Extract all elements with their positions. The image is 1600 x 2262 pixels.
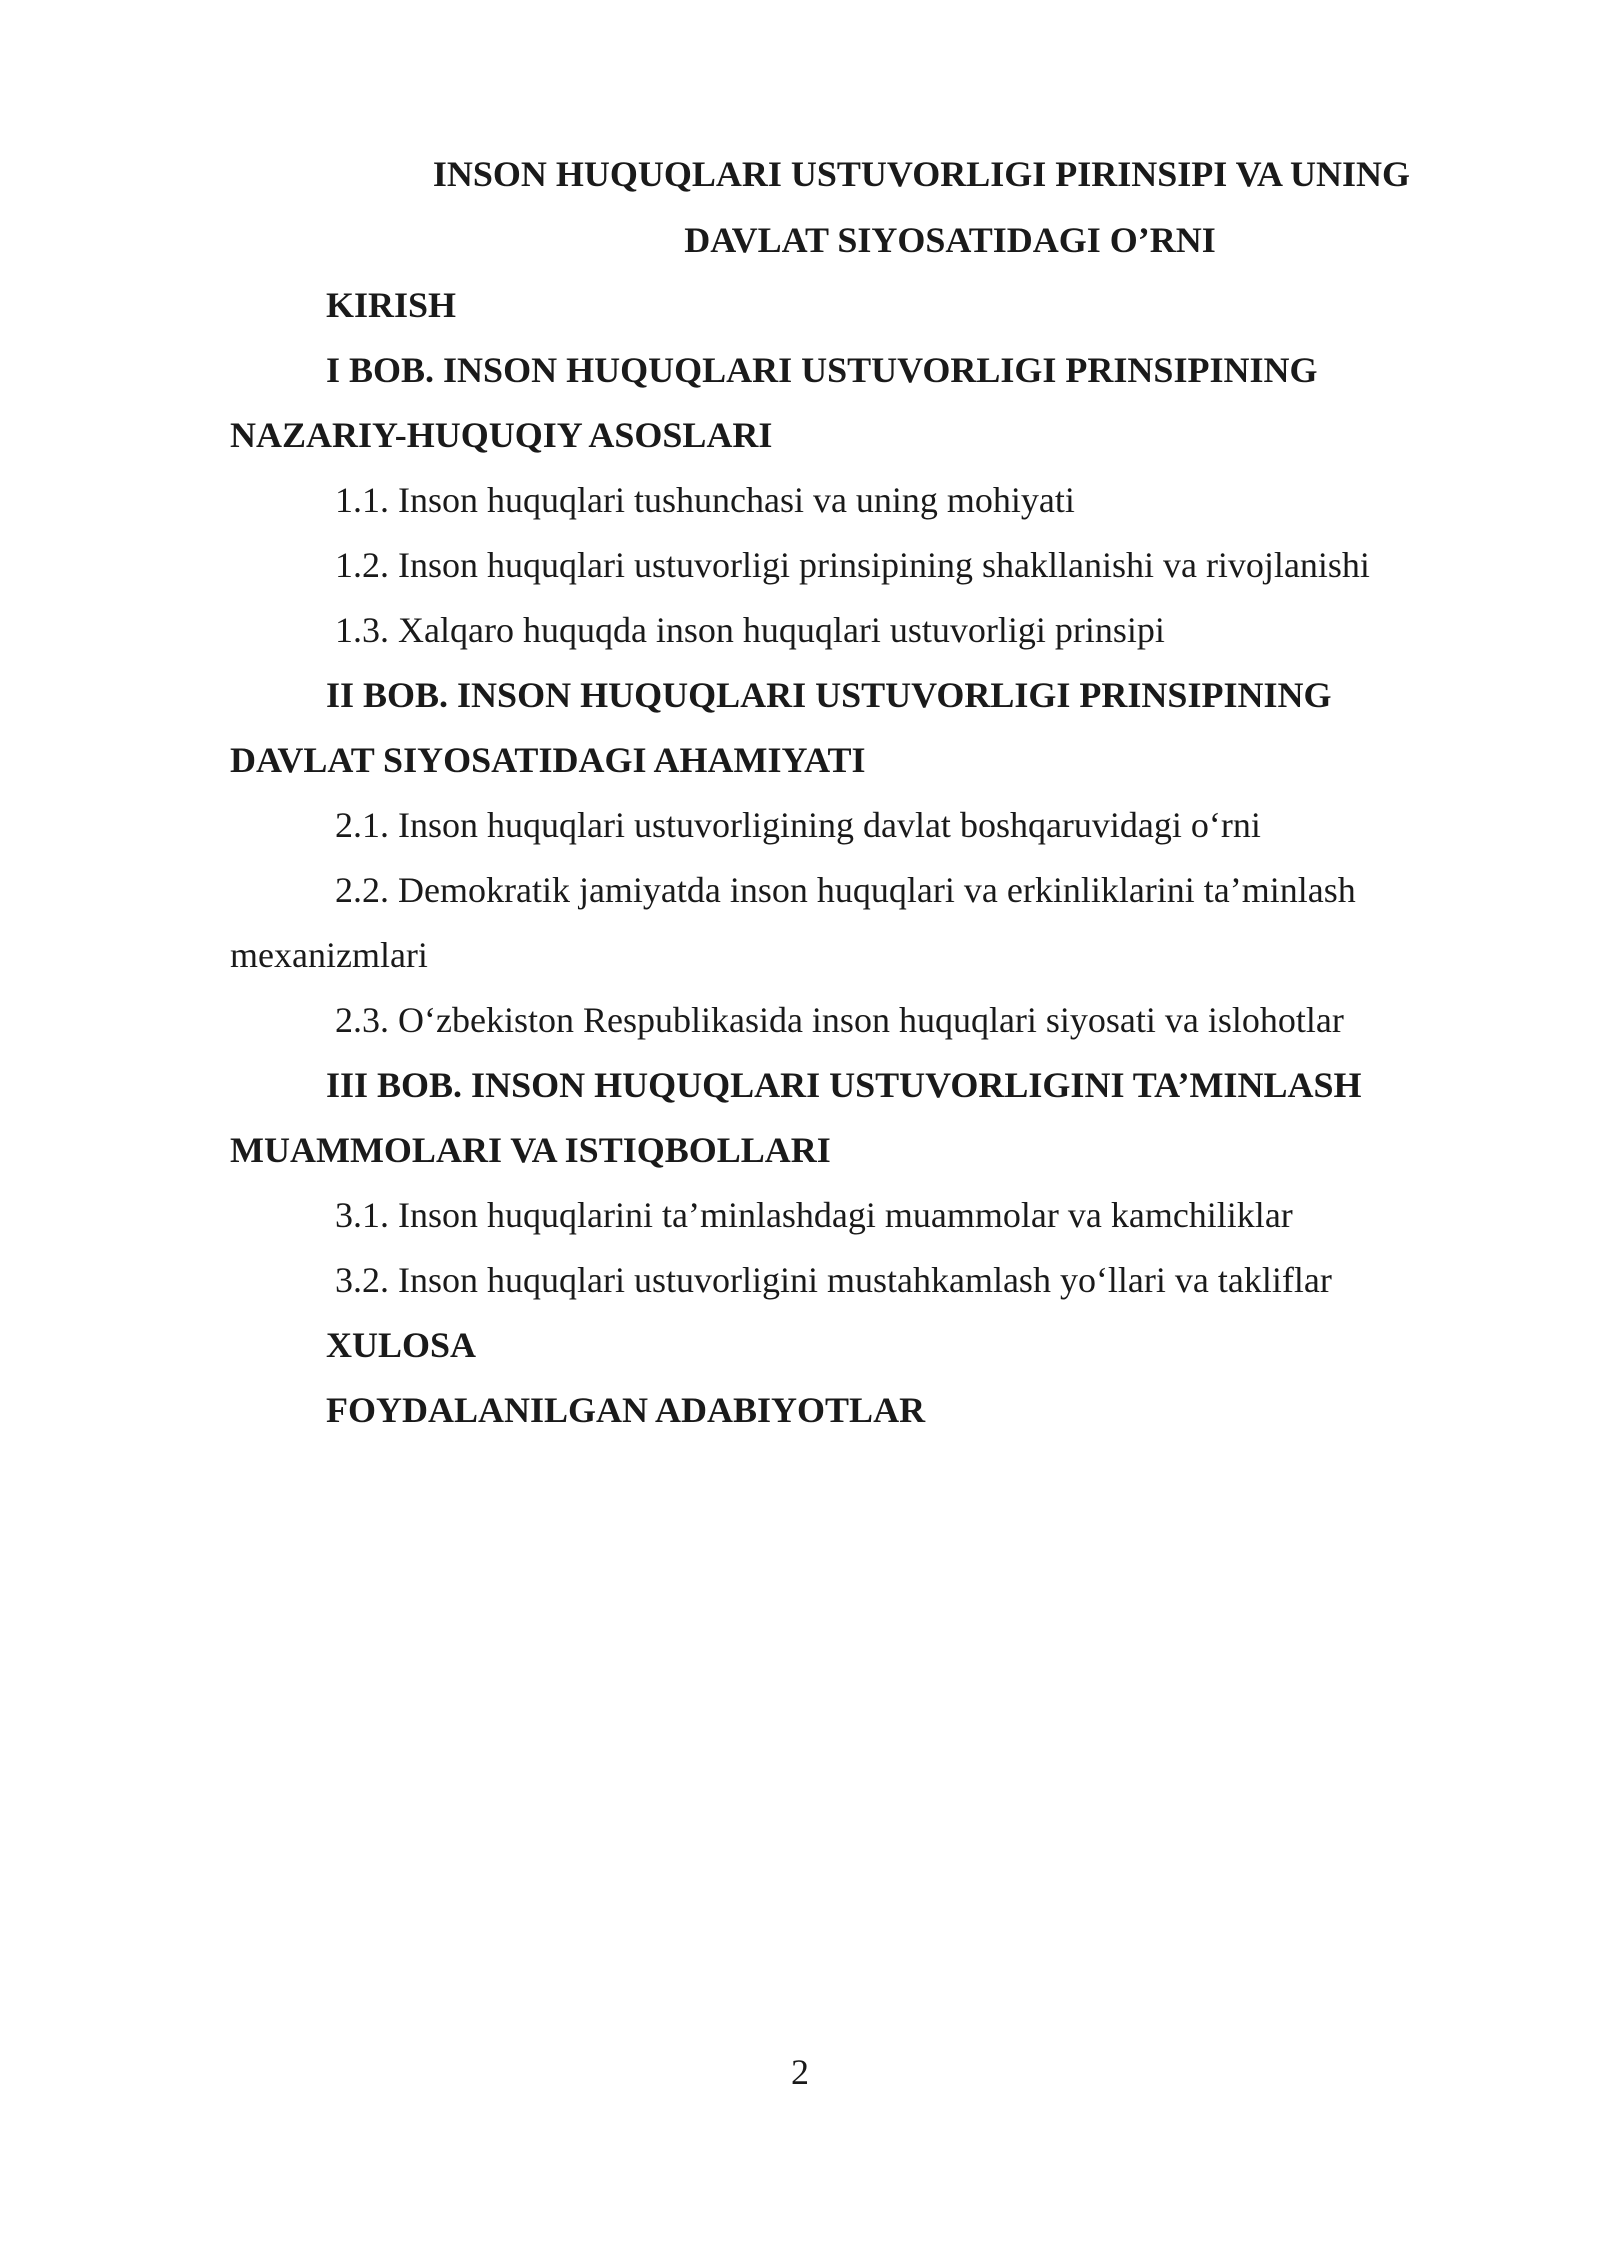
toc-chapter-3-heading: III BOB. INSON HUQUQLARI USTUVORLIGINI TA’MINLASH bbox=[326, 1065, 1362, 1105]
toc-conclusion: XULOSA bbox=[326, 1325, 477, 1365]
toc-intro: KIRISH bbox=[326, 285, 457, 325]
page-number: 2 bbox=[791, 2052, 809, 2092]
toc-chapter-1-heading: I BOB. INSON HUQUQLARI USTUVORLIGI PRINSIPINING bbox=[326, 350, 1318, 390]
toc-chapter-3-heading-cont: MUAMMOLARI VA ISTIQBOLLARI bbox=[230, 1130, 831, 1170]
toc-section-1-3: 1.3. Xalqaro huquqda inson huquqlari ustuvorligi prinsipi bbox=[335, 610, 1165, 650]
document-title-line-2: DAVLAT SIYOSATIDAGI O’RNI bbox=[684, 220, 1216, 260]
toc-section-2-3: 2.3. O‘zbekiston Respublikasida inson huquqlari siyosati va islohotlar bbox=[335, 1000, 1344, 1040]
toc-section-3-2: 3.2. Inson huquqlari ustuvorligini mustahkamlash yo‘llari va takliflar bbox=[335, 1260, 1332, 1300]
toc-references: FOYDALANILGAN ADABIYOTLAR bbox=[326, 1390, 926, 1430]
toc-section-1-1: 1.1. Inson huquqlari tushunchasi va uning mohiyati bbox=[335, 480, 1075, 520]
toc-section-2-2: 2.2. Demokratik jamiyatda inson huquqlari va erkinliklarini ta’minlash bbox=[335, 870, 1356, 910]
toc-section-3-1: 3.1. Inson huquqlarini ta’minlashdagi muammolar va kamchiliklar bbox=[335, 1195, 1293, 1235]
toc-chapter-2-heading: II BOB. INSON HUQUQLARI USTUVORLIGI PRINSIPINING bbox=[326, 675, 1332, 715]
toc-section-2-1: 2.1. Inson huquqlari ustuvorligining davlat boshqaruvidagi o‘rni bbox=[335, 805, 1261, 845]
toc-chapter-1-heading-cont: NAZARIY-HUQUQIY ASOSLARI bbox=[230, 415, 773, 455]
toc-section-2-2-cont: mexanizmlari bbox=[230, 935, 428, 975]
document-title-line-1: INSON HUQUQLARI USTUVORLIGI PIRINSIPI VA UNING bbox=[432, 154, 1410, 194]
toc-section-1-2: 1.2. Inson huquqlari ustuvorligi prinsipining shakllanishi va rivojlanishi bbox=[335, 545, 1370, 585]
toc-chapter-2-heading-cont: DAVLAT SIYOSATIDAGI AHAMIYATI bbox=[230, 740, 866, 780]
